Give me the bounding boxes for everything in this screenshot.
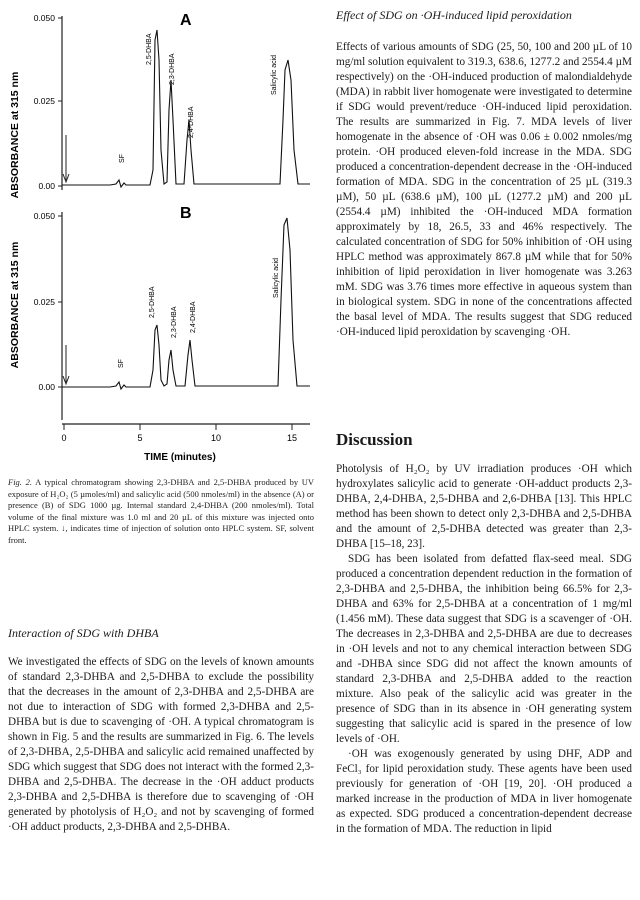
discussion-heading: Discussion — [336, 430, 413, 449]
figure-caption — [8, 477, 314, 546]
panel-a — [9, 12, 310, 198]
xtick-0: 0 — [61, 433, 67, 443]
interaction-section — [8, 655, 314, 835]
peak-label-sf-a: SF — [119, 154, 126, 163]
effect-paragraph: Effects of various amounts of SDG (25, 50, 100 and 200 µL of 10 mg/ml solution equivalent to 319.3, 638.6, 1277.2 and 2554.4 µM respectively) on the ·OH-induced production of malondialdehyde (MDA) in rabbit liver homogenate were investigated to determine if SDG would prevent/reduce ·OH-induced lipid peroxidation. The results are summarized in Fig. 7. MDA levels of liver homogenate in the absence of ·OH was 0.06 ± 0.002 nmoles/mg protein. ·OH produced eleven-fold increase in the MDA. SDG produced a concentration-dependent decrease in the ·OH-induced formation of MDA. SDG in the concentration of 25 µL (319.3 µM), 50 µL (638.6 µM), 100 µL (1277.2 µM) and 200 µL (2554.4 µM) inhibited the ·OH-induced MDA formation approximately by 18, 26.5, 33 and 46% respectively. The calculated concentration of SDG for 50% inhibition of ·OH using HPLC method was approximately 867.8 µM while that for 50% inhibition of lipid peroxidation in liver homogenate was 3.263 mM. SDG was 3.76 times more effective in aqueous system than in biological system. SDG in none of the concentrations affected the basal level of MDA. The results suggest that SDG reduced ·OH-induced lipid peroxidation by scavenging ·OH. — [336, 41, 632, 338]
chromatogram-figure — [0, 0, 330, 470]
peak-label-25dhba-a: 2,5-DHBA — [146, 33, 153, 65]
ytick-b-2: 0.00 — [38, 382, 55, 392]
ytick-b-1: 0.025 — [33, 297, 55, 307]
y-axis-label-a: ABSORBANCE at 315 nm — [9, 71, 21, 199]
peak-label-23dhba-b: 2,3-DHBA — [171, 306, 178, 338]
panel-b-letter: B — [180, 205, 192, 222]
chromatogram-trace-a — [62, 30, 310, 187]
panel-b — [9, 205, 310, 420]
peak-label-salicylic-b: Salicylic acid — [273, 257, 280, 298]
peak-label-25dhba-b: 2,5-DHBA — [149, 286, 156, 318]
interaction-paragraph: We investigated the effects of SDG on the levels of known amounts of standard 2,3-DHBA and 2,5-DHBA to exclude the possibility that the decreases in the amount of 2,3-DHBA and 2,5-DHBA are not due to interaction of SDG with formed 2,3-DHBA and 2,5-DHBA but is due to scavenging of ·OH. A typical chromatogram is shown in Fig. 5 and the results are summarized in Fig. 6. The levels of 2,3-DHBA, 2,5-DHBA and salicylic acid remained unaffected by SDG which suggest that SDG does not interact with the formed 2,3-DHBA and 2,5-DHBA. The decrease in the ·OH adduct products 2,3-DHBA and 2,5-DHBA is therefore due to scavenging of ·OH generated by photolysis of H₂O₂ and not by scavenging of formed ·OH adduct products, 2,3-DHBA and 2,5-DHBA. — [8, 656, 314, 833]
y-axis-label-b: ABSORBANCE at 315 nm — [9, 241, 21, 369]
panel-a-letter: A — [180, 12, 192, 29]
ytick-b-0: 0.050 — [33, 211, 55, 221]
figure-label: Fig. 2. — [8, 477, 32, 487]
xtick-15: 15 — [286, 433, 298, 443]
discussion-paragraph-1: Photolysis of H₂O₂ by UV irradiation produces ·OH which hydroxylates salicylic acid to generate ·OH-adduct products 2,3-DHBA, 2,4-DHBA, 2,5-DHBA and 2,6-DHBA [13]. This HPLC method has been shown to detect only 2,3-DHBA and 2,5-DHBA and the amount of 2,5-DHBA detected was greater than 2,3-DHBA [15–18, 23]. — [336, 463, 632, 550]
ytick-a-1: 0.025 — [33, 96, 55, 106]
x-axis-label: TIME (minutes) — [144, 452, 216, 463]
discussion-section — [336, 462, 632, 837]
figure-caption-text: A typical chromatogram showing 2,3-DHBA and 2,5-DHBA produced by UV exposure of H₂O₂ (5 µmoles/ml) and salicylic acid (500 nmoles/ml) in the absence (A) or presence (B) of SDG 1000 µg. Internal standard 2,4-DHBA (200 nmoles/ml). Total volume of the final mixture was 1.0 ml and 20 µL of this mixture was injected onto HPLC system. ↓, indicates time of injection of solution onto HPLC system. SF, solvent front. — [8, 477, 315, 545]
effect-section — [336, 40, 632, 340]
interaction-heading: Interaction of SDG with DHBA — [8, 626, 159, 640]
chromatogram-trace-b — [62, 218, 310, 389]
peak-label-sf-b: SF — [118, 359, 125, 368]
peak-label-salicylic-a: Salicylic acid — [271, 54, 278, 95]
x-axis — [61, 424, 310, 463]
discussion-paragraph-3: ·OH was exogenously generated by using DHF, ADP and FeCl₃ for lipid peroxidation study. These agents have been used previously for generation of ·OH [19, 20]. ·OH produced a marked increase in the production of MDA in liver homogenate as expected. SDG produced a concentration-dependent decrease in the formation of MDA. The reduction in lipid — [336, 748, 632, 835]
effect-heading: Effect of SDG on ·OH-induced lipid peroxidation — [336, 8, 572, 22]
ytick-a-0: 0.050 — [33, 13, 55, 23]
xtick-10: 10 — [210, 433, 222, 443]
peak-label-23dhba-a: 2,3-DHBA — [169, 53, 176, 85]
xtick-5: 5 — [137, 433, 143, 443]
discussion-paragraph-2: SDG has been isolated from defatted flax-seed meal. SDG produced a concentration dependent reduction in the formation of 2,3-DHBA and 2,5-DHBA, the inhibition being 66.5% for 2,3-DHBA and 63% for 2,5-DHBA at a concentration of 1 mg/ml (1.456 mM). These data suggest that SDG is a scavenger of ·OH. The decreases in 2,3-DHBA and 2,5-DHBA are due to decreases in ·OH levels and not to any chemical interaction between SDG and -DHBA since SDG did not affect the known amounts of standard 2,3-DHBA and 2,5-DHBA added to the reaction mixture. Also peak of the salicylic acid was greater in the presence of SDG than in its absence in ·OH generating system suggesting that salicylic acid is spared in the presence of low levels of ·OH. — [336, 553, 632, 745]
peak-label-24dhba-a: 2,4-DHBA — [188, 106, 195, 138]
ytick-a-2: 0.00 — [38, 181, 55, 191]
peak-label-24dhba-b: 2,4-DHBA — [190, 301, 197, 333]
